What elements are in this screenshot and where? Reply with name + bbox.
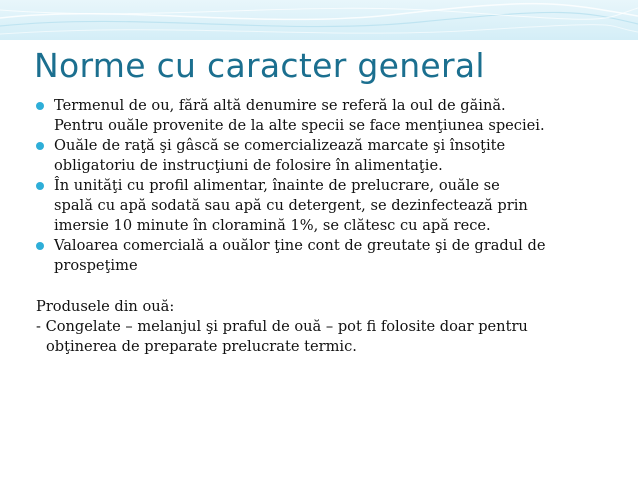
list-item (36, 96, 626, 136)
bullet-dot-icon (36, 242, 44, 250)
list-item (36, 236, 626, 276)
wave-decoration (0, 0, 638, 40)
spacer (36, 276, 626, 297)
bullet-dot-icon (36, 182, 44, 190)
bullet-line: obligatoriu de instrucţiuni de folosire în alimentaţie. (54, 157, 443, 174)
products-line: - Congelate – melanjul şi praful de ouă – pot fi folosite doar pentru (36, 318, 528, 335)
bullet-line: imersie 10 minute în cloramină 1%, se clătesc cu apă rece. (54, 217, 491, 234)
bullet-dot-icon (36, 102, 44, 110)
products-line: obţinerea de preparate prelucrate termic. (46, 338, 357, 355)
bullet-line: spală cu apă sodată sau apă cu detergent, se dezinfectează prin (54, 197, 528, 214)
slide-content (36, 96, 626, 357)
list-item (36, 176, 626, 236)
bullet-line: Termenul de ou, fără altă denumire se referă la oul de găină. (54, 97, 506, 114)
bullet-line: Pentru ouăle provenite de la alte specii se face menţiunea speciei. (54, 117, 545, 134)
list-item (36, 136, 626, 176)
bullet-dot-icon (36, 142, 44, 150)
header-decoration (0, 0, 638, 40)
bullet-line: Valoarea comercială a ouălor ţine cont de greutate şi de gradul de (54, 237, 546, 254)
bullet-line: prospeţime (54, 257, 138, 274)
products-heading: Produsele din ouă: (36, 298, 175, 315)
slide-title: Norme cu caracter general (34, 46, 485, 85)
bullet-line: Ouăle de raţă şi gâscă se comercializează marcate şi însoţite (54, 137, 506, 154)
bullet-line: În unităţi cu profil alimentar, înainte de prelucrare, ouăle se (54, 177, 500, 194)
